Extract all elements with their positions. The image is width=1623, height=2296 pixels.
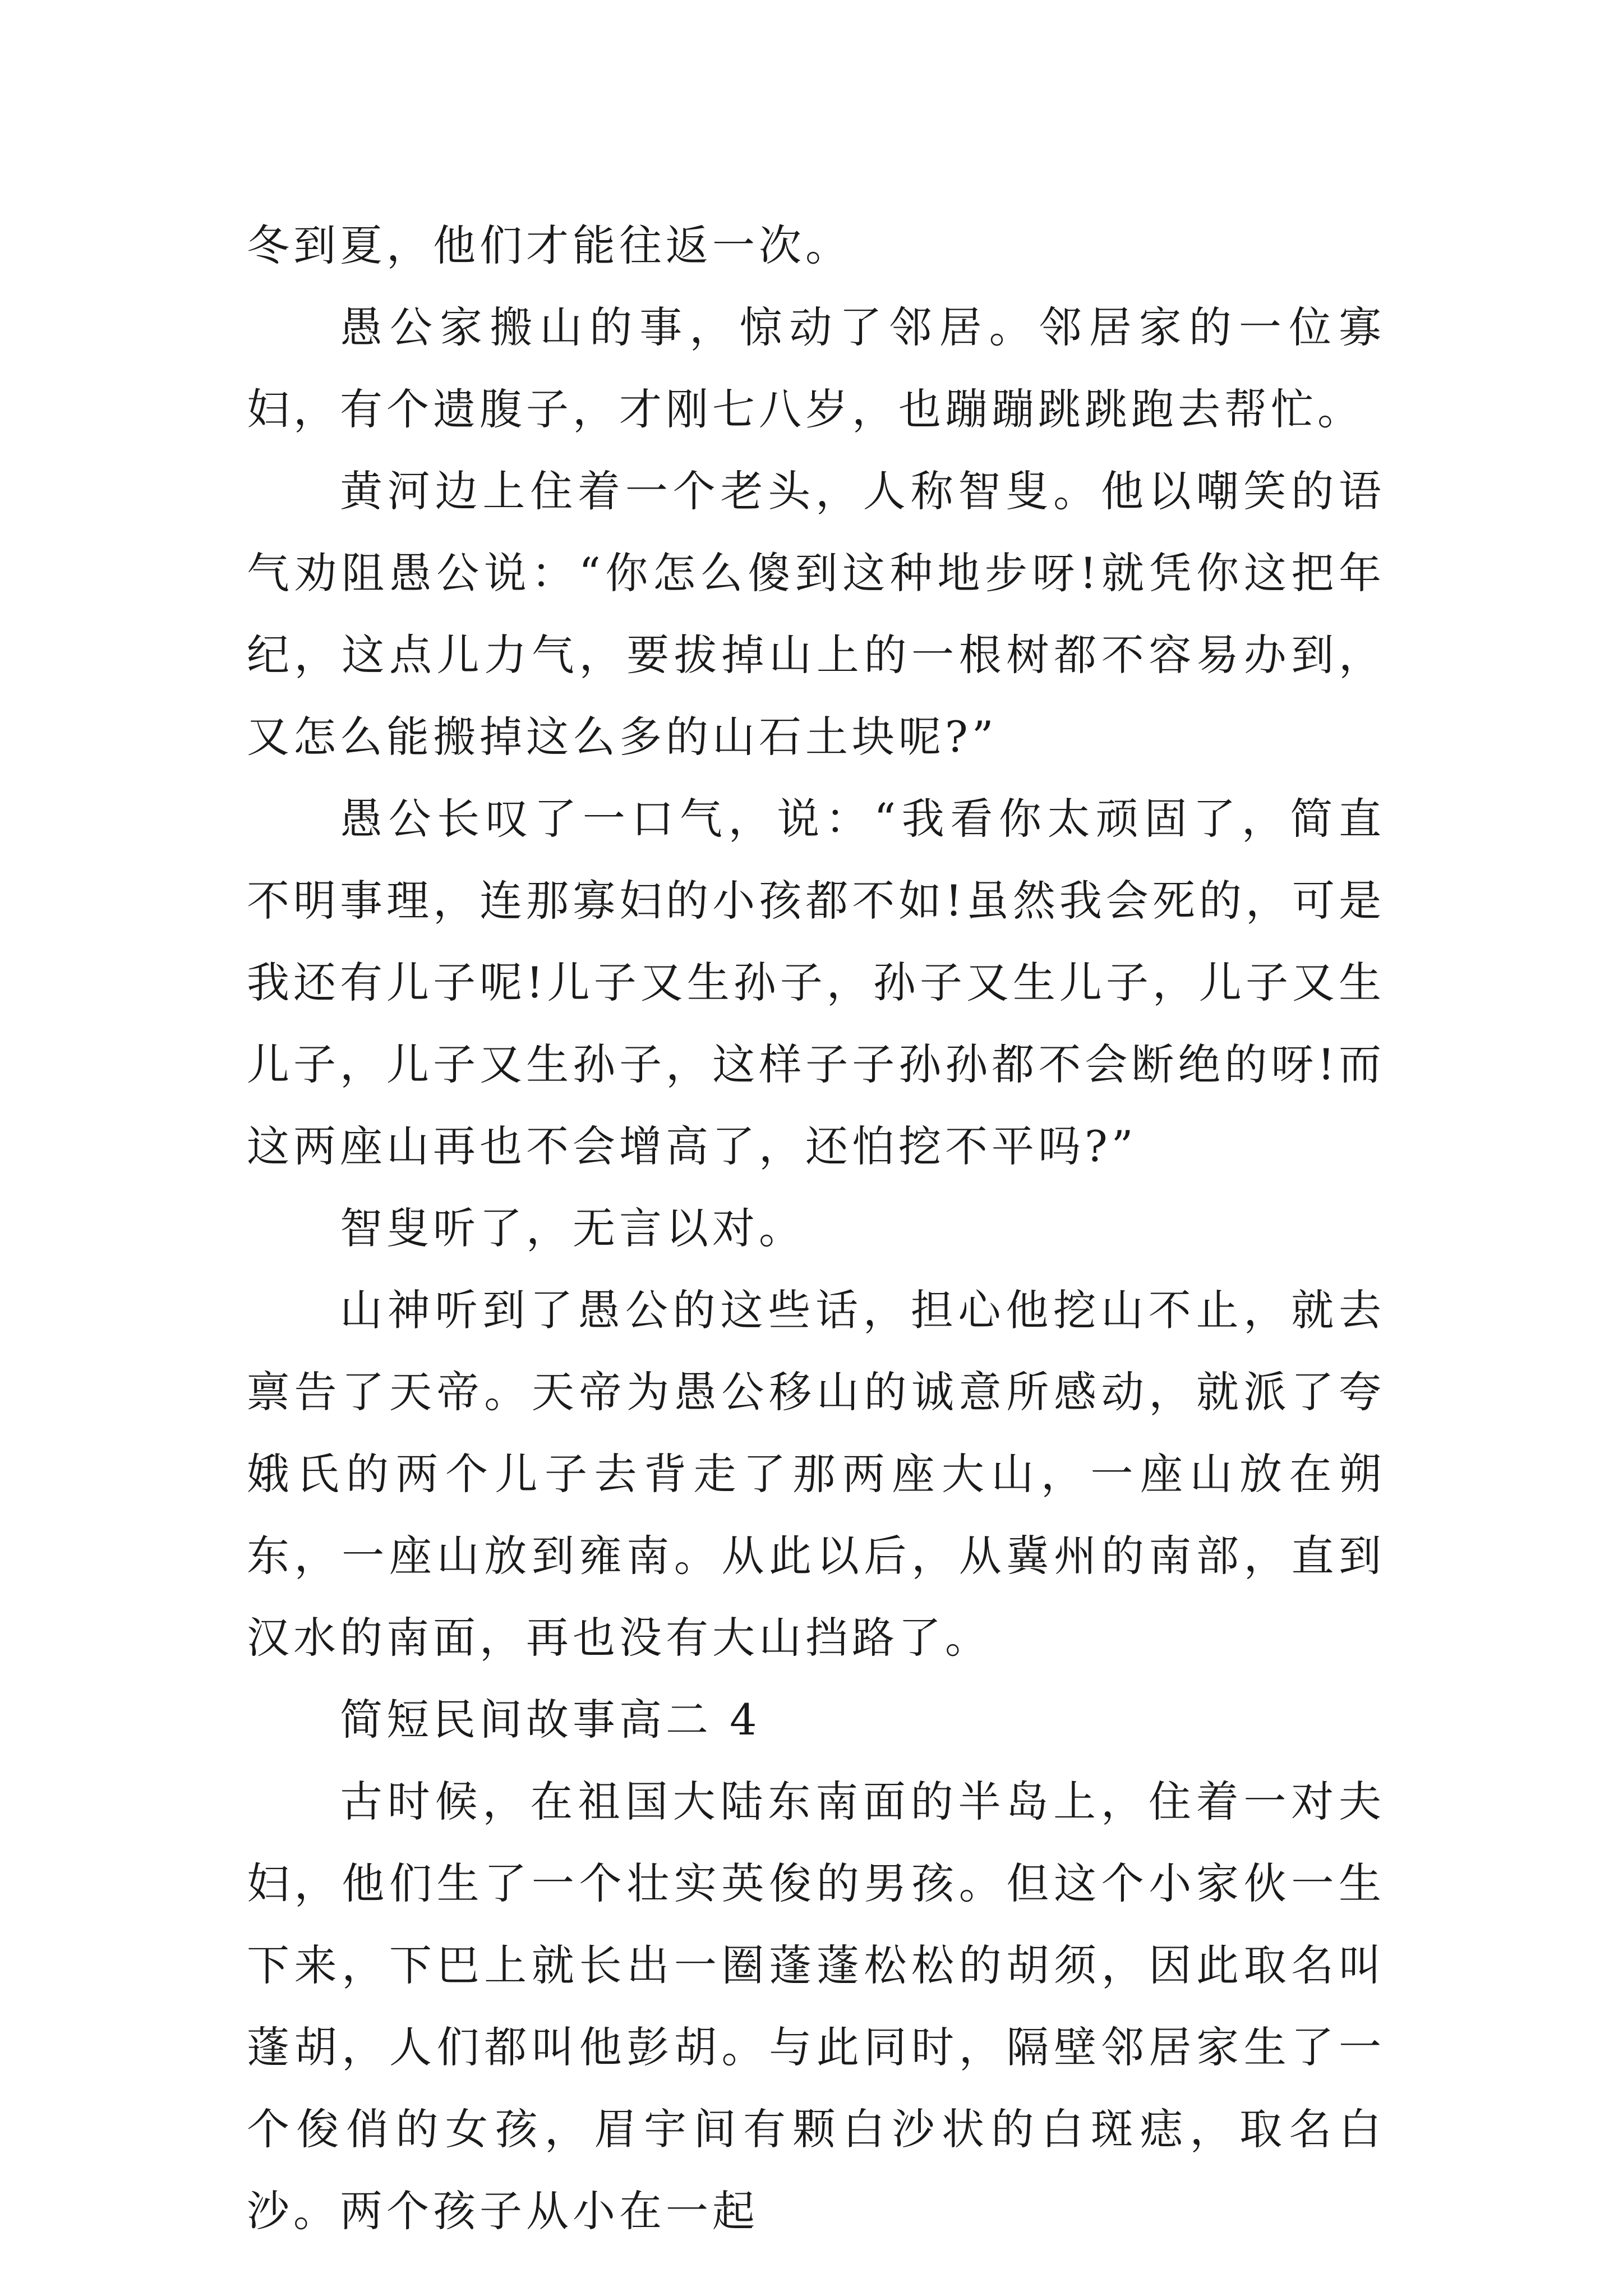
story-text	[247, 205, 1385, 2252]
paragraph-penghu-baisha: 古时候，在祖国大陆东南面的半岛上，住着一对夫妇，他们生了一个壮实英俊的男孩。但这个小家伙一生下来，下巴上就长出一圈蓬蓬松松的胡须，因此取名叫蓬胡，人们都叫他彭胡。与此同时，隔壁邻居家生了一个俊俏的女孩，眉宇间有颗白沙状的白斑痣，取名白沙。两个孩子从小在一起	[247, 1777, 1385, 2236]
paragraph-zhisou-mocks: 黄河边上住着一个老头，人称智叟。他以嘲笑的语气劝阻愚公说：“你怎么傻到这种地步呀!就凭你这把年纪，这点儿力气，要拔掉山上的一根树都不容易办到，又怎么能搬掉这么多的山石土块呢?”	[247, 466, 1385, 762]
section-heading: 简短民间故事高二 4	[340, 1695, 761, 1745]
paragraph-continuation: 冬到夏，他们才能往返一次。	[247, 220, 852, 270]
paragraph-zhisou-silent: 智叟听了，无言以对。	[340, 1203, 805, 1253]
paragraph-neighbor-helps: 愚公家搬山的事，惊动了邻居。邻居家的一位寡妇，有个遗腹子，才刚七八岁，也蹦蹦跳跳跑去帮忙。	[247, 302, 1385, 434]
paragraph-yugong-replies: 愚公长叹了一口气，说：“我看你太顽固了，简直不明事理，连那寡妇的小孩都不如!虽然我会死的，可是我还有儿子呢!儿子又生孙子，孙子又生儿子，儿子又生儿子，儿子又生孙子，这样子子孙孙都不会断绝的呀!而这两座山再也不会增高了，还怕挖不平吗?”	[247, 794, 1385, 1171]
paragraph-mountains-moved: 山神听到了愚公的这些话，担心他挖山不止，就去禀告了天帝。天帝为愚公移山的诚意所感动，就派了夸娥氏的两个儿子去背走了那两座大山，一座山放在朔东，一座山放到雍南。从此以后，从冀州的南部，直到汉水的南面，再也没有大山挡路了。	[247, 1285, 1385, 1663]
